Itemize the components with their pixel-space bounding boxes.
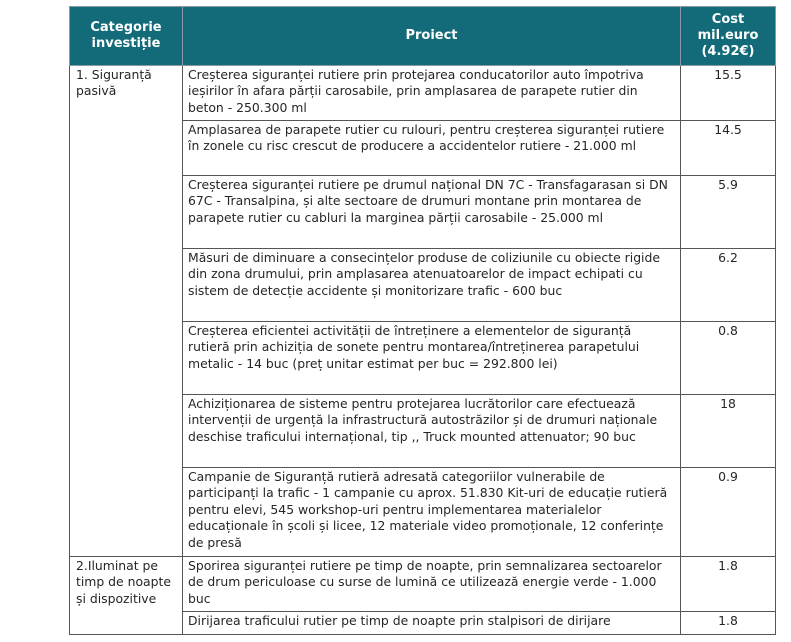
cost-cell: 6.2 [681,249,776,322]
cost-cell: 14.5 [681,121,776,176]
project-cell: Creșterea siguranței rutiere pe drumul național DN 7C - Transfagarasan si DN 67C - Transalpina, și alte sectoare de drumuri montane prin montarea de parapete rutier cu cabluri la marginea părții carosabile - 25.000 ml [183,176,681,249]
project-cell: Dirijarea traficului rutier pe timp de noapte prin stalpisori de dirijare [183,612,681,635]
category-cell: 1. Siguranță pasivă [70,66,183,557]
project-cell: Creșterea siguranței rutiere prin protejarea conducatorilor auto împotriva ieșirilor în afara părții carosabile, prin amplasarea de parapete rutier din beton - 250.300 ml [183,66,681,121]
cost-cell: 1.8 [681,557,776,612]
project-cell: Campanie de Siguranță rutieră adresată categoriilor vulnerabile de participanți la trafic - 1 campanie cu aprox. 51.830 Kit-uri de educație rutieră pentru elevi, 545 workshop-uri pentru implementarea materialelor educaționale în școli și licee, 12 materiale video promoționale, 12 conferințe de presă [183,468,681,557]
header-category: Categorie investiție [70,7,183,66]
table-row [70,66,776,121]
project-cell: Achiziționarea de sisteme pentru protejarea lucrătorilor care efectuează intervenții de urgență la infrastructură autostrăzilor și de drumuri naționale deschise traficului internațional, tip ,, Truck mounted attenuator; 90 buc [183,395,681,468]
header-cost: Cost mil.euro (4.92€) [681,7,776,66]
investment-table [69,6,776,635]
cost-cell: 0.8 [681,322,776,395]
cost-cell: 18 [681,395,776,468]
category-cell: 2.Iluminat pe timp de noapte și dispozitive [70,557,183,635]
cost-cell: 0.9 [681,468,776,557]
project-cell: Amplasarea de parapete rutier cu rulouri, pentru creșterea siguranței rutiere în zonele cu risc crescut de producere a accidentelor rutiere - 21.000 ml [183,121,681,176]
project-cell: Măsuri de diminuare a consecințelor produse de coliziunile cu obiecte rigide din zona drumului, prin amplasarea atenuatoarelor de impact echipati cu sistem de detecție accidente și monitorizare trafic - 600 buc [183,249,681,322]
cost-cell: 1.8 [681,612,776,635]
table-row [70,557,776,612]
header-project: Proiect [183,7,681,66]
project-cell: Sporirea siguranței rutiere pe timp de noapte, prin semnalizarea sectoarelor de drum periculoase cu surse de lumină ce utilizează energie verde - 1.000 buc [183,557,681,612]
project-cell: Creșterea eficientei activității de întreținere a elementelor de siguranță rutieră prin achiziția de sonete pentru montarea/întreținerea parapetului metalic - 14 buc (preț unitar estimat per buc = 292.800 lei) [183,322,681,395]
table-header-row [70,7,776,66]
cost-cell: 5.9 [681,176,776,249]
cost-cell: 15.5 [681,66,776,121]
